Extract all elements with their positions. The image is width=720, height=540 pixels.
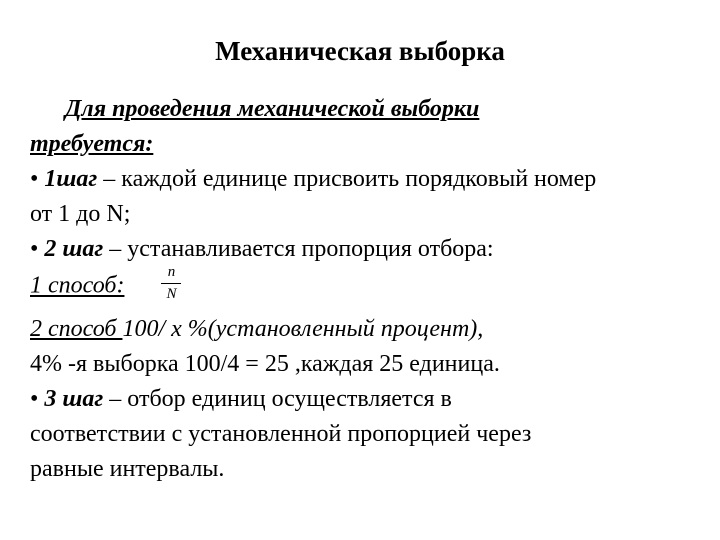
example-line	[30, 347, 710, 382]
step1-label: 1шаг	[44, 166, 98, 192]
step2-line	[30, 232, 710, 267]
method1-line	[30, 264, 710, 312]
slide-title: Механическая выборка	[215, 36, 505, 66]
method2-text: 100/ х %(установленный процент),	[122, 316, 484, 342]
method1-label: 1 способ:	[30, 272, 125, 299]
step2-text: – устанавливается пропорция отбора:	[103, 236, 494, 262]
step3-text-2: соответствии с установленной пропорцией через	[30, 421, 532, 447]
step3-text-3: равные интервалы.	[30, 456, 225, 482]
step1-text: – каждой единице присвоить порядковый номер	[97, 166, 597, 192]
step3-label: 3 шаг	[44, 386, 104, 412]
method2-label: 2 способ	[30, 316, 123, 342]
step1-text-cont: от 1 до N;	[30, 201, 131, 227]
intro-text-2: требуется:	[30, 131, 154, 157]
method2-line	[30, 312, 710, 347]
bullet-2: •	[30, 236, 45, 262]
bullet-1: •	[30, 166, 45, 192]
slide-body	[30, 92, 710, 487]
fraction-n-over-N	[160, 265, 182, 305]
fraction-denominator: N	[166, 286, 177, 302]
step3-line-3	[30, 452, 710, 487]
fraction-numerator: n	[167, 264, 176, 280]
intro-line-2	[30, 127, 710, 162]
step3-text: – отбор единиц осуществляется в	[103, 386, 452, 412]
step1-line	[30, 162, 710, 197]
step2-label: 2 шаг	[44, 236, 104, 262]
intro-line-1	[30, 92, 710, 127]
example-text: 4% -я выборка 100/4 = 25 ,каждая 25 единица.	[30, 351, 500, 377]
intro-text-1: Для проведения механической выборки	[65, 96, 480, 122]
bullet-3: •	[30, 386, 45, 412]
step3-line-2	[30, 417, 710, 452]
step3-line	[30, 382, 710, 417]
step1-line-cont	[30, 197, 710, 232]
